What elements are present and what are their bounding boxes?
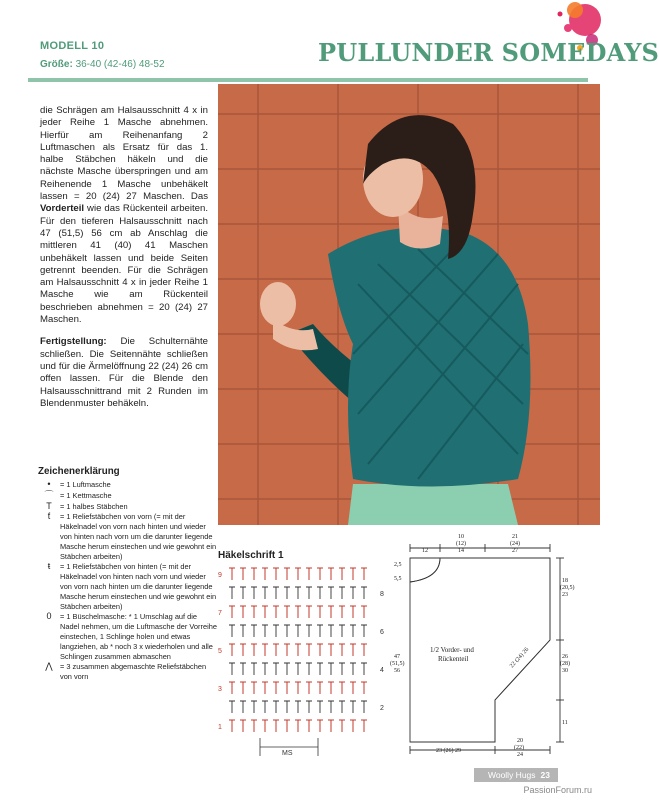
stitch-mark	[229, 587, 235, 599]
dim-label: 56	[394, 668, 400, 674]
stitch-mark	[251, 625, 257, 637]
stitch-mark	[361, 625, 367, 637]
half-double-crochet-symbol-icon: T	[46, 500, 52, 511]
stitch-mark	[284, 644, 290, 656]
stitch-mark	[306, 644, 312, 656]
crochet-chart	[216, 560, 402, 765]
row-number-left: 9	[218, 572, 222, 579]
dim-label: 47	[394, 654, 400, 660]
dim-label: (22)	[514, 745, 524, 751]
stitch-mark	[317, 682, 323, 694]
stitch-mark	[317, 568, 323, 580]
stitch-mark	[262, 568, 268, 580]
chain-stitch-symbol-icon: •	[47, 479, 51, 489]
stitch-mark	[361, 587, 367, 599]
stitch-mark	[251, 587, 257, 599]
stitch-mark	[317, 644, 323, 656]
page-title: PULLUNDER SOMEDAYS	[318, 38, 659, 67]
stitch-mark	[306, 625, 312, 637]
stitch-mark	[361, 720, 367, 732]
row-number-left: 5	[218, 648, 222, 655]
stitch-mark	[251, 663, 257, 675]
stitch-mark	[295, 568, 301, 580]
row-number-right: 8	[380, 591, 384, 598]
stitch-mark	[251, 606, 257, 618]
stitch-mark	[317, 606, 323, 618]
stitch-mark	[339, 587, 345, 599]
stitch-mark	[284, 701, 290, 713]
page-number: 23	[540, 770, 550, 780]
stitch-mark	[240, 682, 246, 694]
instructions-paragraph-1: die Schrägen am Halsausschnitt 4 x in jeder Reihe 1 Masche abnehmen. Hierfür am Reihenanfang 2 Luftmaschen als Ersatz für das 1. halbe Stäbchen häkeln und die nächste Masche überspringen und am Reihenende 1 Masche unbehäkelt lassen = 20 (24) 27 Maschen. Das Vorderteil wie das Rückenteil arbeiten. Für den tieferen Halsausschnitt nach 47 (51,5) 56 cm ab Anschlag die mittleren 41 (40) 41 Maschen unbehäkelt lassen und beide Seiten getrennt beenden. Für die Schrägen am Halsausschnitt 4 x in jeder Reihe 1 Masche wie am Rückenteil beschrieben abnehmen = 20 (24) 27 Maschen.	[40, 105, 208, 326]
stitch-mark	[306, 720, 312, 732]
legend-item: 0 = 1 Büschelmasche: * 1 Umschlag auf die Nadel nehmen, um die Luftmasche der Vorreihe einstechen, 1 Schlinge holen und etwas langziehen, ab * noch 3 x wiederholen und alle Schlingen zusammen abmaschen	[38, 612, 218, 661]
stitch-mark	[273, 720, 279, 732]
row-number-left: 7	[218, 610, 222, 617]
stitch-mark	[306, 701, 312, 713]
stitch-mark	[262, 644, 268, 656]
stitch-mark	[284, 663, 290, 675]
stitch-mark	[350, 663, 356, 675]
stitch-mark	[339, 663, 345, 675]
legend-item: ⋀ = 3 zusammen abgemaschte Reliefstäbchen von vorn	[38, 662, 218, 682]
stitch-mark	[295, 682, 301, 694]
stitch-mark	[284, 625, 290, 637]
chart-title: Häkelschrift 1	[218, 550, 284, 561]
stitch-mark	[273, 568, 279, 580]
stitch-mark	[295, 644, 301, 656]
dim-label: 21	[512, 534, 518, 540]
stitch-mark	[361, 606, 367, 618]
legend-item: ƭ = 1 Reliefstäbchen von vorn (= mit der Häkelnadel von vorn nach hinten und wieder von hinten nach vorn um die darunter liegende Masche herum einstechen und wie gewohnt ein Stäbchen arbeiten)	[38, 512, 218, 561]
stitch-mark	[328, 625, 334, 637]
stitch-mark	[251, 644, 257, 656]
stitch-mark	[350, 568, 356, 580]
stitch-mark	[350, 587, 356, 599]
dim-label: (12)	[456, 541, 466, 547]
stitch-mark	[229, 625, 235, 637]
stitch-mark	[328, 663, 334, 675]
dim-label: 12	[422, 548, 428, 554]
legend-item: T = 1 halbes Stäbchen	[38, 502, 218, 512]
stitch-mark	[240, 720, 246, 732]
legend-item: ⌒ = 1 Kettmasche	[38, 491, 218, 501]
stitch-mark	[339, 682, 345, 694]
decrease-symbol-icon: ⋀	[45, 661, 53, 672]
stitch-mark	[240, 587, 246, 599]
stitch-mark	[273, 682, 279, 694]
stitch-mark	[229, 606, 235, 618]
dim-label: 11	[562, 720, 568, 726]
legend-title: Zeichenerklärung	[38, 466, 120, 477]
row-number-right: 4	[380, 667, 384, 674]
stitch-mark	[361, 663, 367, 675]
size-label: Größe:	[40, 59, 73, 70]
stitch-mark	[240, 701, 246, 713]
pattern-repeat-label: MS	[282, 750, 293, 757]
stitch-mark	[350, 682, 356, 694]
stitch-mark	[284, 682, 290, 694]
stitch-mark	[350, 606, 356, 618]
stitch-mark	[240, 568, 246, 580]
stitch-mark	[317, 720, 323, 732]
stitch-mark	[284, 720, 290, 732]
dim-label: (28)	[560, 661, 570, 667]
dim-label: 30	[562, 668, 568, 674]
model-photo	[218, 84, 600, 525]
stitch-mark	[361, 568, 367, 580]
stitch-mark	[251, 701, 257, 713]
back-post-symbol-icon: ŧ	[47, 561, 51, 572]
cluster-stitch-symbol-icon: 0	[46, 611, 52, 622]
stitch-mark	[361, 682, 367, 694]
dim-label: (24)	[510, 541, 520, 547]
stitch-mark	[273, 587, 279, 599]
stitch-mark	[317, 625, 323, 637]
stitch-mark	[361, 701, 367, 713]
dim-label: 10	[458, 534, 464, 540]
row-number-left: 1	[218, 724, 222, 731]
front-post-symbol-icon: ƭ	[47, 511, 51, 522]
dim-label: 18	[562, 578, 568, 584]
stitch-mark	[339, 625, 345, 637]
row-number-left: 3	[218, 686, 222, 693]
stitch-mark	[350, 625, 356, 637]
stitch-mark	[339, 606, 345, 618]
stitch-mark	[273, 625, 279, 637]
dim-label: 24	[517, 752, 523, 758]
stitch-mark	[295, 663, 301, 675]
instructions-text	[40, 105, 208, 420]
dim-label: 14	[458, 548, 464, 554]
dim-label: (51,5)	[390, 661, 405, 667]
stitch-mark	[240, 625, 246, 637]
stitch-mark	[328, 587, 334, 599]
stitch-mark	[350, 701, 356, 713]
stitch-mark	[273, 701, 279, 713]
stitch-mark	[306, 606, 312, 618]
dim-label: 26	[562, 654, 568, 660]
stitch-mark	[229, 720, 235, 732]
stitch-mark	[229, 682, 235, 694]
stitch-mark	[295, 587, 301, 599]
stitch-mark	[273, 606, 279, 618]
stitch-mark	[295, 606, 301, 618]
stitch-mark	[262, 606, 268, 618]
slip-stitch-symbol-icon: ⌒	[44, 489, 54, 500]
legend-item: ŧ = 1 Reliefstäbchen von hinten (= mit der Häkelnadel von hinten nach vorn und wieder von vorn nach hinten um die darunter liegende Masche herum einstechen und wie gewohnt ein Stäbchen arbeiten)	[38, 562, 218, 611]
stitch-mark	[284, 568, 290, 580]
stitch-mark	[339, 644, 345, 656]
stitch-mark	[229, 701, 235, 713]
watermark: PassionForum.ru	[523, 785, 592, 795]
stitch-mark	[262, 682, 268, 694]
dim-label: 27	[512, 548, 518, 554]
stitch-mark	[251, 682, 257, 694]
stitch-mark	[262, 720, 268, 732]
stitch-mark	[295, 720, 301, 732]
stitch-mark	[229, 663, 235, 675]
schematic-center-label: 1/2 Vorder- und	[430, 646, 474, 654]
stitch-mark	[306, 568, 312, 580]
dim-label: 22 (24) 26	[509, 646, 531, 670]
schematic-center-label: Rückenteil	[438, 655, 469, 663]
stitch-mark	[284, 587, 290, 599]
stitch-mark	[361, 644, 367, 656]
legend-item: • = 1 Luftmasche	[38, 480, 218, 490]
stitch-mark	[306, 587, 312, 599]
stitch-mark	[295, 625, 301, 637]
stitch-mark	[328, 682, 334, 694]
stitch-mark	[328, 644, 334, 656]
stitch-mark	[240, 606, 246, 618]
stitch-mark	[328, 720, 334, 732]
dim-label: 5,5	[394, 576, 402, 582]
stitch-mark	[262, 663, 268, 675]
stitch-mark	[273, 644, 279, 656]
stitch-mark	[328, 606, 334, 618]
stitch-mark	[229, 568, 235, 580]
dim-label: 2,5	[394, 562, 402, 568]
stitch-mark	[273, 663, 279, 675]
dim-label: 20	[517, 738, 523, 744]
dim-label: (20,5)	[560, 585, 575, 591]
stitch-mark	[240, 663, 246, 675]
stitch-mark	[350, 644, 356, 656]
stitch-mark	[295, 701, 301, 713]
stitch-mark	[251, 720, 257, 732]
stitch-mark	[229, 644, 235, 656]
stitch-mark	[306, 663, 312, 675]
garment-schematic	[390, 530, 590, 760]
magazine-name: Woolly Hugs	[487, 770, 536, 780]
stitch-mark	[339, 701, 345, 713]
model-number: MODELL 10	[40, 40, 105, 52]
stitch-mark	[251, 568, 257, 580]
header-divider	[28, 78, 588, 82]
symbol-legend	[38, 466, 218, 683]
size-value: 36-40 (42-46) 48-52	[75, 59, 165, 70]
stitch-mark	[262, 625, 268, 637]
stitch-mark	[317, 663, 323, 675]
size-line	[40, 59, 165, 70]
stitch-mark	[317, 701, 323, 713]
page-folio	[474, 768, 558, 782]
dim-label: 23	[562, 592, 568, 598]
stitch-mark	[317, 587, 323, 599]
stitch-mark	[262, 587, 268, 599]
row-number-right: 6	[380, 629, 384, 636]
stitch-mark	[284, 606, 290, 618]
stitch-mark	[240, 644, 246, 656]
stitch-mark	[328, 568, 334, 580]
instructions-paragraph-2: Fertigstellung: Die Schulternähte schließen. Die Seitennähte schließen und für die Ärmelöffnung 22 (24) 26 cm offen lassen. Für die Blende den Halsausschnittrand mit 2 Runden im Blendenmuster behäkeln.	[40, 336, 208, 409]
stitch-mark	[339, 568, 345, 580]
stitch-mark	[328, 701, 334, 713]
row-number-right: 2	[380, 705, 384, 712]
dim-label: 23 (26) 29	[436, 748, 461, 754]
stitch-mark	[306, 682, 312, 694]
stitch-mark	[262, 701, 268, 713]
stitch-mark	[339, 720, 345, 732]
stitch-mark	[350, 720, 356, 732]
